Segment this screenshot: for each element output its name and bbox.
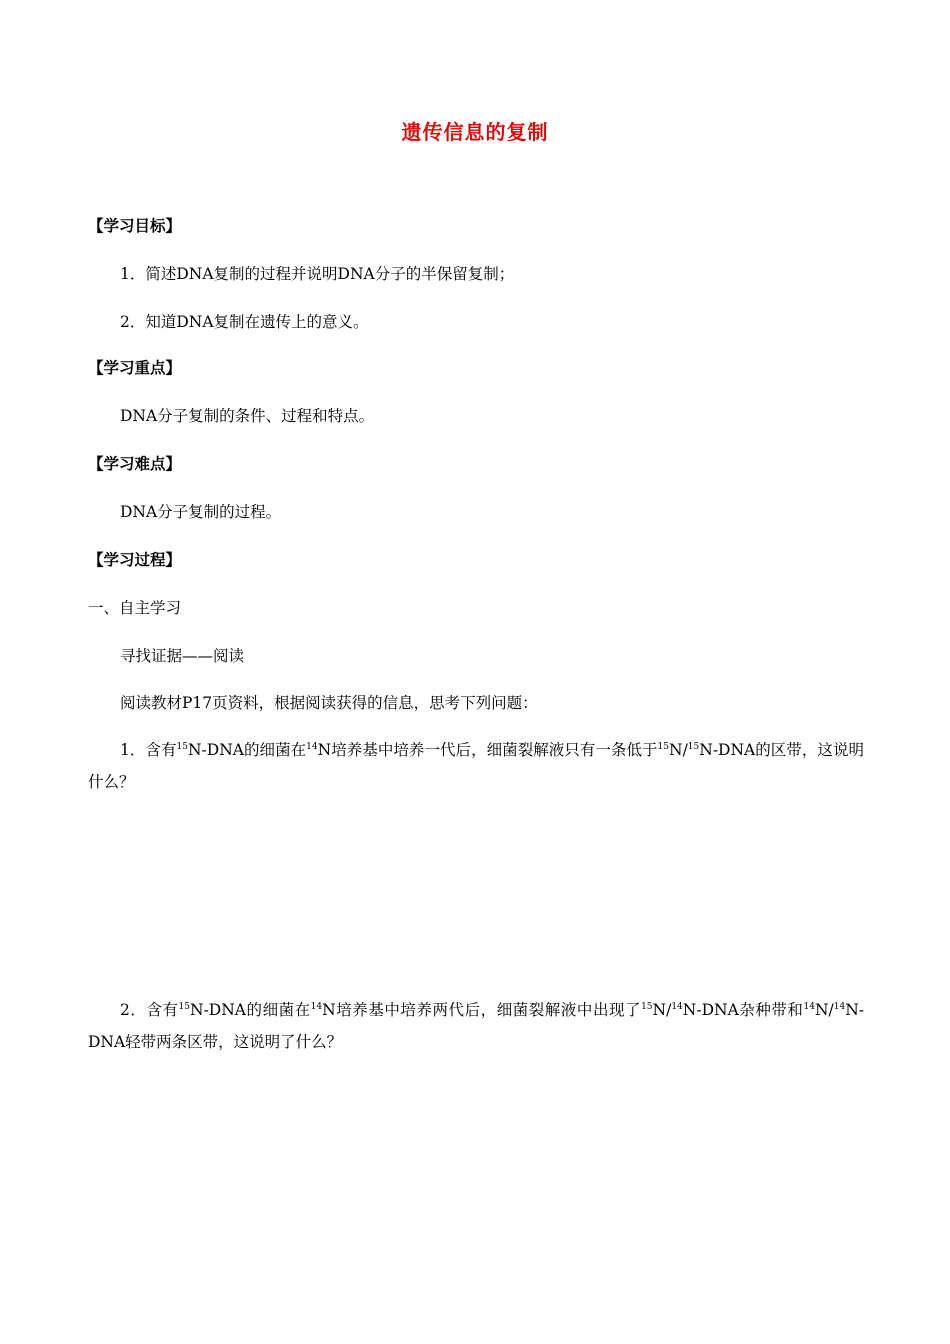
question-1: 1．含有$^{15}$N-DNA的细菌在$^{14}$N培养基中培养一代后，细菌裂解液只有一条低于$^{15}$N/$^{15}$N-DNA的区带，这说明什么？ [88, 741, 865, 791]
find-evidence-text: 寻找证据——阅读 [120, 647, 245, 665]
part-one-heading: 一、自主学习 [88, 599, 182, 617]
question-2: 2．含有$^{15}$N-DNA的细菌在$^{14}$N培养基中培养两代后，细菌裂解液中出现了$^{15}$N/$^{14}$N-DNA杂种带和$^{14}$N/$^{14}$N-DNA轻带两条区带，这说明了什么？ [88, 1001, 864, 1051]
document-title: 遗传信息的复制 [401, 120, 549, 144]
objective-2: 2．知道DNA复制在遗传上的意义。 [120, 313, 369, 331]
process-heading: 【学习过程】 [88, 551, 182, 569]
difficulties-heading: 【学习难点】 [88, 455, 182, 473]
objectives-heading: 【学习目标】 [88, 217, 182, 235]
objective-1: 1．简述DNA复制的过程并说明DNA分子的半保留复制； [120, 265, 515, 283]
read-instruction-text: 阅读教材P17页资料，根据阅读获得的信息，思考下列问题： [120, 694, 538, 712]
key-points-text: DNA分子复制的条件、过程和特点。 [120, 407, 375, 425]
difficulties-text: DNA分子复制的过程。 [120, 503, 282, 521]
key-points-heading: 【学习重点】 [88, 359, 182, 377]
